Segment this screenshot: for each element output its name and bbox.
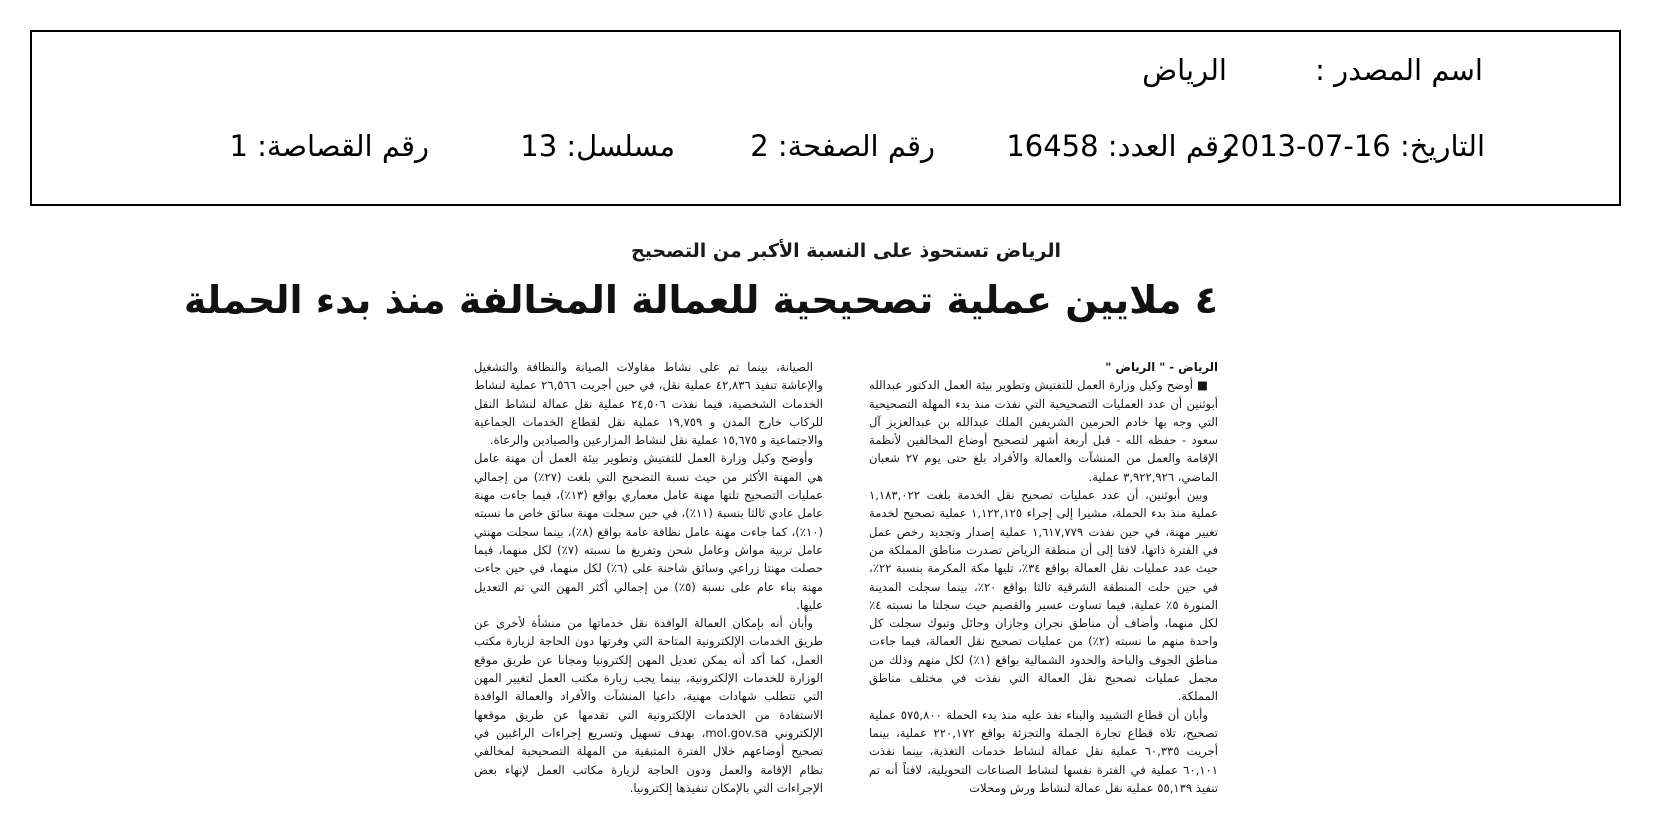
date-label: التاريخ: 16-07-2013 xyxy=(1222,129,1485,163)
source-label: اسم المصدر : xyxy=(1315,53,1483,87)
clip-number: رقم القصاصة: 1 xyxy=(229,129,429,163)
article-byline: الرياض - " الرياض " xyxy=(1105,360,1218,374)
issue-number: رقم العدد: 16458 xyxy=(1006,129,1233,163)
source-value: الرياض xyxy=(1142,53,1227,87)
article-paragraph: وبين أبوثنين، أن عدد عمليات تصحيح نقل الخدمة بلغت ١,١٨٣,٠٢٢ عملية منذ بدء الحملة، مشيرا إلى إجراء ١,١٢٢,١٢٥ عملية تصحيح لخدمة تغيير مهنة، في حين نفذت ١,٦١٧,٧٧٩ عملية إصدار وتجديد رخص عمل في الفترة ذاتها، لافتا إلى أن منطقة الرياض تصدرت مناطق المملكة من حيث عدد عمليات نقل العمالة بواقع ٣٤٪، تليها مكة المكرمة بنسبة ٢٢٪، في حين حلت المنطقة الشرقية ثالثا بواقع ٢٠٪، بينما سجلت المدينة المنورة ٥٪ عملية، فيما تساوت عسير والقصيم حيث سجلتا ما نسبته ٤٪ لكل منهما، وأضاف أن مناطق نجران وجازان وحائل وتبوك سجلت كل واحدة منهم ما نسبته (٢٪) من عمليات تصحيح نقل العمالة، فيما جاءت مناطق الجوف والباحة والحدود الشمالية بواقع (١٪) لكل منهم وذلك من مجمل عمليات تصحيح نقل العمالة التي نفذت في مختلف مناطق المملكة. xyxy=(869,488,1219,704)
article-kicker: الرياض تستحوذ على النسبة الأكبر من التصحيح xyxy=(631,240,1061,262)
article-column-left xyxy=(474,358,823,797)
article-column-right xyxy=(869,358,1218,797)
article-paragraph: وأبان أن قطاع التشييد والبناء نفذ عليه منذ بدء الحملة ٥٧٥,٨٠٠ عملية تصحيح، تلاه قطاع تجارة الجملة والتجزئة بواقع ٢٢٠,١٧٢ عملية، بينما أجريت ٦٠,٣٣٥ عملية نقل عمالة لنشاط خدمات التغذية، بينما نفذت ٦٠,١٠١ عملية في الفترة نفسها لنشاط الصناعات التحويلية، لافتاً أنه تم تنفيذ ٥٥,١٣٩ عملية نقل عمالة لنشاط ورش ومحلات xyxy=(869,707,1218,795)
article-paragraph: ■ أوضح وكيل وزارة العمل للتفتيش وتطوير بيئة العمل الدكتور عبدالله أبوثنين أن عدد العمليات التصحيحية التي نفذت منذ بدء المهلة التصحيحية التي وجه بها خادم الحرمين الشريفين الملك عبدالله بن عبدالعزيز آل سعود - حفظه الله - قبل أربعة أشهر لتصحيح أوضاع المخالفين لأنظمة الإقامة والعمل من المنشآت والعمالة والأفراد بلغ حتى يوم ٢٧ شعبان الماضي، ٣,٩٢٢,٩٢٦ عملية. xyxy=(869,378,1218,484)
article-paragraph: وأوضح وكيل وزارة العمل للتفتيش وتطوير بيئة العمل أن مهنة عامل هي المهنة الأكثر من حيث نسبة التصحيح التي بلغت (٢٧٪) من إجمالي عمليات التصحيح تلتها مهنة عامل معماري بواقع (١٣٪)، فيما جاءت مهنة عامل عادي ثالثا بنسبة (١١٪)، في حين سجلت مهنة سائق خاص ما نسبته (١٠٪)، كما جاءت مهنة عامل نظافة عامة بواقع (٨٪)، بينما سجلت مهنتي عامل تربية مواش وعامل شحن وتفريغ ما نسبته (٧٪) لكل منهما، فيما حصلت مهنتا زراعي وسائق شاحنة على (٦٪) لكل منهما، في حين جاءت مهنة بناء عام على نسبة (٥٪) من إجمالي أكثر المهن التي تم التعديل عليها. xyxy=(474,451,823,612)
serial-number: مسلسل: 13 xyxy=(520,129,675,163)
article-paragraph: الصيانة، بينما تم على نشاط مقاولات الصيانة والنظافة والتشغيل والإعاشة تنفيذ ٤٢,٨٣٦ عملية نقل، في حين أجريت ٢٦,٥٦٦ عملية لنشاط الخدمات الشخصية، فيما نفذت ٢٤,٥٠٦ عملية نقل عمالة لنشاط النقل للركاب خارج المدن و ١٩,٧٥٩ عملية نقل لقطاع الخدمات الجماعية والاجتماعية و ١٥,٦٧٥ عملية نقل لنشاط المزارعين والصيادين والرعاة. xyxy=(474,360,824,448)
newspaper-clipping xyxy=(183,240,1219,820)
page-number: رقم الصفحة: 2 xyxy=(750,129,935,163)
article-paragraph: وأبان أنه بإمكان العمالة الوافدة نقل خدماتها من منشأة لأخرى عن طريق الخدمات الإلكترونية المتاحة التي وفرتها دون الحاجة لزيارة مكتب العمل، كما أكد أنه يمكن تعديل المهن إلكترونيا ومجانا عن طريق موقع الوزارة للخدمات الإلكترونية، بينما يجب زيارة مكتب العمل لتغيير المهن التي تتطلب شهادات مهنية، داعيا المنشآت والأفراد والعمالة الوافدة الاستفادة من الخدمات الإلكترونية التي تقدمها عن طريق موقعها الإلكتروني mol.gov.sa، بهدف تسهيل وتسريع إجراءات الراغبين في تصحيح أوضاعهم خلال الفترة المتبقية من المهلة التصحيحية لمخالفي نظام الإقامة والعمل ودون الحاجة لزيارة مكاتب العمل لإنهاء بعض الإجراءات التي بالإمكان تنفيذها إلكترونيا. xyxy=(474,616,823,795)
article-headline: ٤ ملايين عملية تصحيحية للعمالة المخالفة منذ بدء الحملة xyxy=(183,278,1218,322)
